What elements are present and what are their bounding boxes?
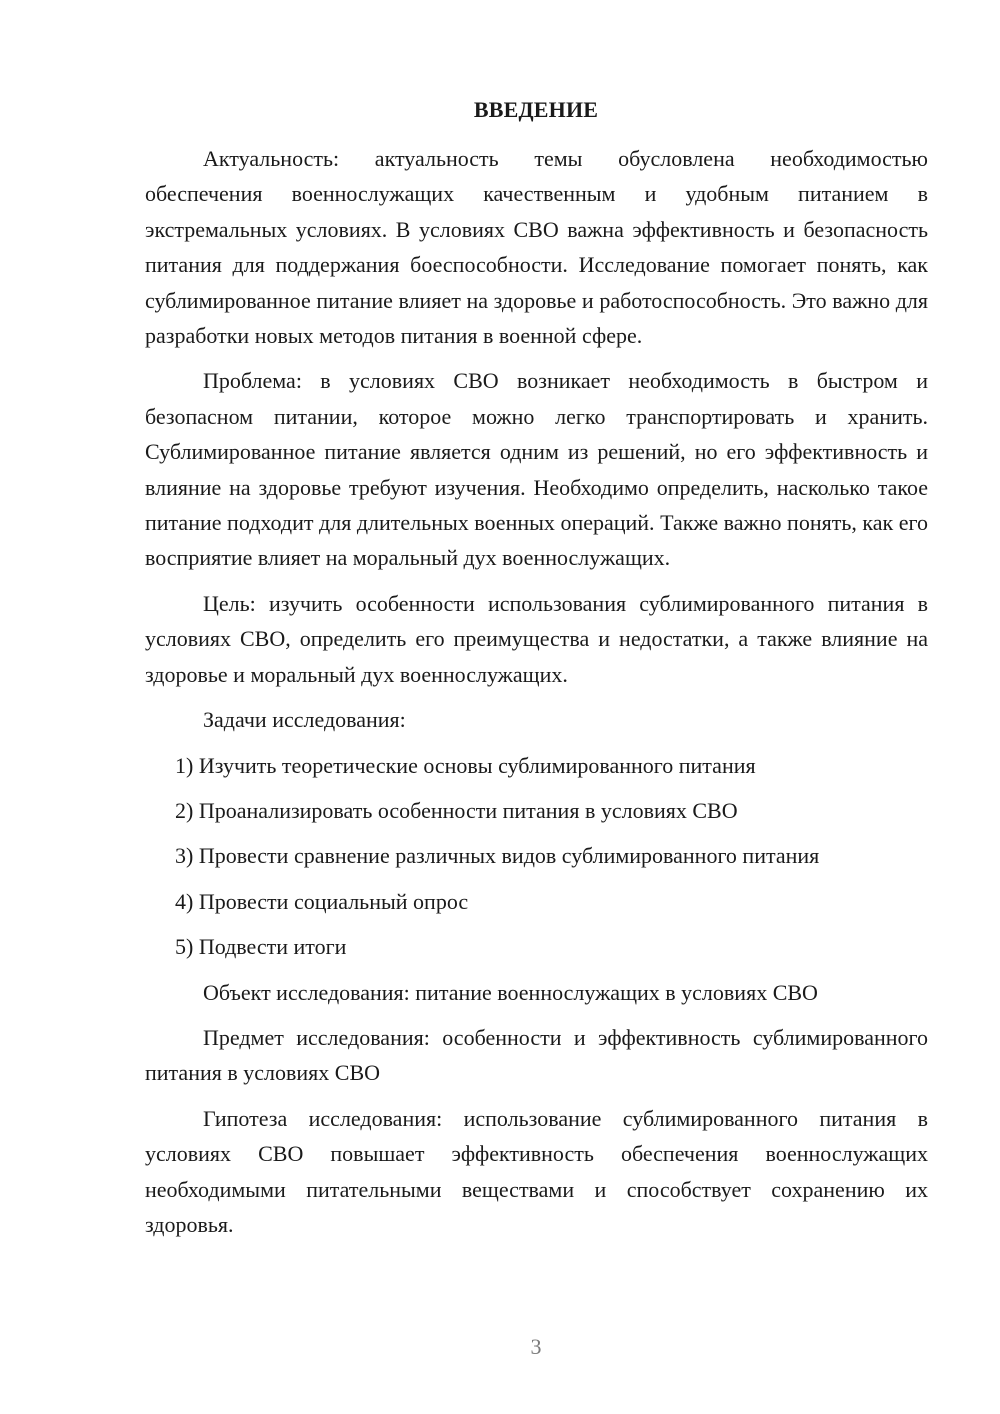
object-paragraph: Объект исследования: питание военнослужащих в условиях СВО [203,979,818,1005]
page-number: 3 [530,1334,542,1359]
list-item: 1) Изучить теоретические основы сублимированного питания [175,752,756,778]
tasks-heading: Задачи исследования: [203,707,406,733]
list-item: 5) Подвести итоги [175,934,347,960]
subject-paragraph: Предмет исследования: особенности и эффективность сублимированного питания в условиях СВО [145,1024,928,1086]
section-title: ВВЕДЕНИЕ [473,97,599,122]
relevance-paragraph: Актуальность: актуальность темы обусловлена необходимостью обеспечения военнослужащих качественным и удобным питанием в экстремальных условиях. В условиях СВО важна эффективность и безопасность питания для поддержания боеспособности. Исследование помогает понять, как сублимированное питание влияет на здоровье и работоспособность. Это важно для разработки новых методов питания в военной сфере. [145,146,928,349]
tasks-list [145,748,928,965]
list-item: 4) Провести социальный опрос [175,888,469,914]
goal-paragraph: Цель: изучить особенности использования сублимированного питания в условиях СВО, определить его преимущества и недостатки, а также влияние на здоровье и моральный дух военнослужащих. [145,590,928,687]
problem-paragraph: Проблема: в условиях СВО возникает необходимость в быстром и безопасном питании, которое можно легко транспортировать и хранить. Сублимированное питание является одним из решений, но его эффективность и влияние на здоровье требуют изучения. Необходимо определить, насколько такое питание подходит для длительных военных операций. Также важно понять, как его восприятие влияет на моральный дух военнослужащих. [145,368,928,571]
document-body [145,141,928,1252]
list-item: 2) Проанализировать особенности питания в условиях СВО [175,797,738,823]
hypothesis-paragraph: Гипотеза исследования: использование сублимированного питания в условиях СВО повышает эффективность обеспечения военнослужащих необходимыми питательными веществами и способствует сохранению их здоровья. [145,1105,928,1237]
list-item: 3) Провести сравнение различных видов сублимированного питания [175,843,820,869]
